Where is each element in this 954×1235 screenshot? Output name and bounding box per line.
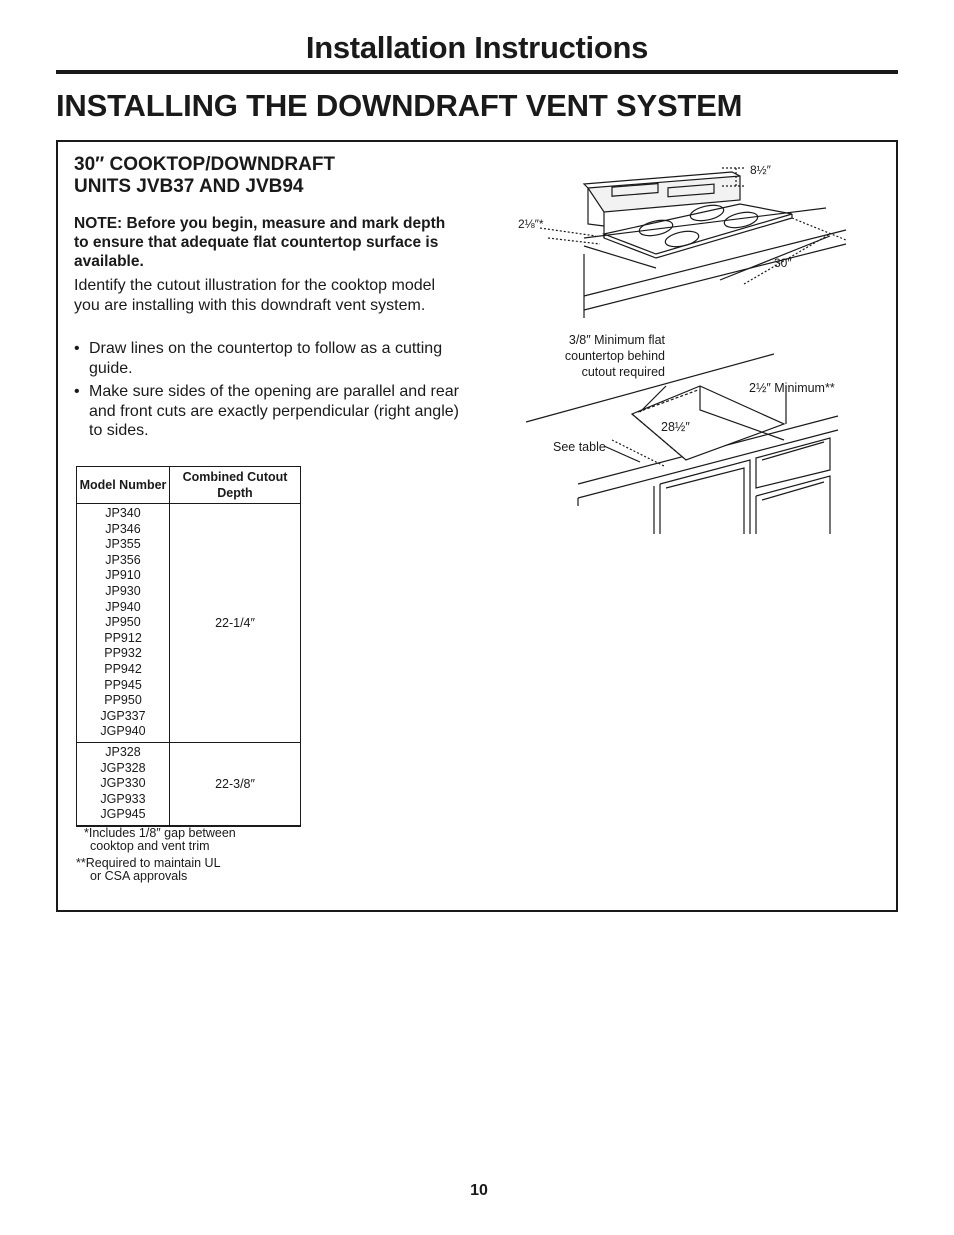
model-cell: JGP945 <box>100 807 146 822</box>
note-text: NOTE: Before you begin, measure and mark depth to ensure that adequate flat countertop surface is available. <box>74 215 446 270</box>
model-cell: PP942 <box>104 661 142 676</box>
model-cell: PP912 <box>104 630 142 645</box>
instruction-list <box>74 339 474 445</box>
model-cell: JGP337 <box>100 708 146 723</box>
page-heading: INSTALLING THE DOWNDRAFT VENT SYSTEM <box>56 88 743 123</box>
gap-label: 2⅛″* <box>518 217 544 231</box>
section-heading-line2: UNITS JVB37 AND JVB94 <box>74 176 304 197</box>
flat-countertop-label-line1: 3/8″ Minimum flat <box>568 333 665 347</box>
see-table-label: See table <box>553 440 606 454</box>
model-cell: JP340 <box>105 506 141 520</box>
instruction-item: • Draw lines on the countertop to follow as a cutting guide. <box>74 339 474 378</box>
side-minimum-label: 2½″ Minimum** <box>749 381 835 395</box>
model-cell: JP930 <box>105 583 141 598</box>
model-cell: PP932 <box>104 646 142 661</box>
intro-text: Identify the cutout illustration for the cooktop model you are installing with this downdraft vent system. <box>74 277 436 314</box>
footnote-line: cooktop and vent trim <box>90 839 210 853</box>
footnote-line: *Includes 1/8″ gap between <box>84 826 236 840</box>
cooktop-illustration <box>540 168 846 318</box>
header-title: Installation Instructions <box>305 30 649 65</box>
model-cell: JP355 <box>105 537 141 552</box>
table-row <box>77 504 301 743</box>
model-cell: JGP328 <box>100 760 146 775</box>
model-cell: JGP330 <box>100 776 146 791</box>
model-cell: JGP933 <box>100 791 146 806</box>
model-list <box>77 504 170 743</box>
flat-countertop-label-line2: countertop behind <box>564 349 665 363</box>
model-cell: JP910 <box>105 568 141 583</box>
footnote-line: **Required to maintain UL <box>76 856 221 870</box>
table-row <box>77 742 301 825</box>
section-heading-line1: 30″ COOKTOP/DOWNDRAFT <box>74 154 336 175</box>
model-cell: JP950 <box>105 615 141 630</box>
flat-countertop-label-line3: cutout required <box>581 365 665 379</box>
cutout-diagram <box>500 150 880 540</box>
model-cell: JP940 <box>105 599 141 614</box>
header-rule <box>56 70 898 74</box>
instruction-item: • Make sure sides of the opening are parallel and rear and front cuts are exactly perpendicular (right angle) to sides. <box>74 382 474 441</box>
cutout-depth-header: Combined Cutout Depth <box>170 467 301 504</box>
model-list <box>77 742 170 825</box>
model-cell: JP346 <box>105 521 141 536</box>
depth-cell: 22-3/8″ <box>170 742 301 825</box>
section-heading <box>74 154 434 198</box>
cutout-width-label: 28½″ <box>661 420 690 434</box>
width-label: 30″ <box>774 256 792 270</box>
depth-cell: 22-1/4″ <box>170 504 301 743</box>
footnote-gap <box>84 827 236 853</box>
footnote-approval <box>76 857 221 883</box>
model-cell: PP950 <box>104 693 142 708</box>
footnote-line: or CSA approvals <box>90 869 188 883</box>
model-cell: PP945 <box>104 677 142 692</box>
model-cell: JP328 <box>105 744 141 759</box>
model-cell: JGP940 <box>100 724 146 739</box>
model-cell: JP356 <box>105 552 141 567</box>
height-label: 8½″ <box>750 163 771 177</box>
model-number-header: Model Number <box>77 467 170 504</box>
cutout-depth-table <box>76 466 301 827</box>
page-number: 10 <box>470 1182 488 1199</box>
